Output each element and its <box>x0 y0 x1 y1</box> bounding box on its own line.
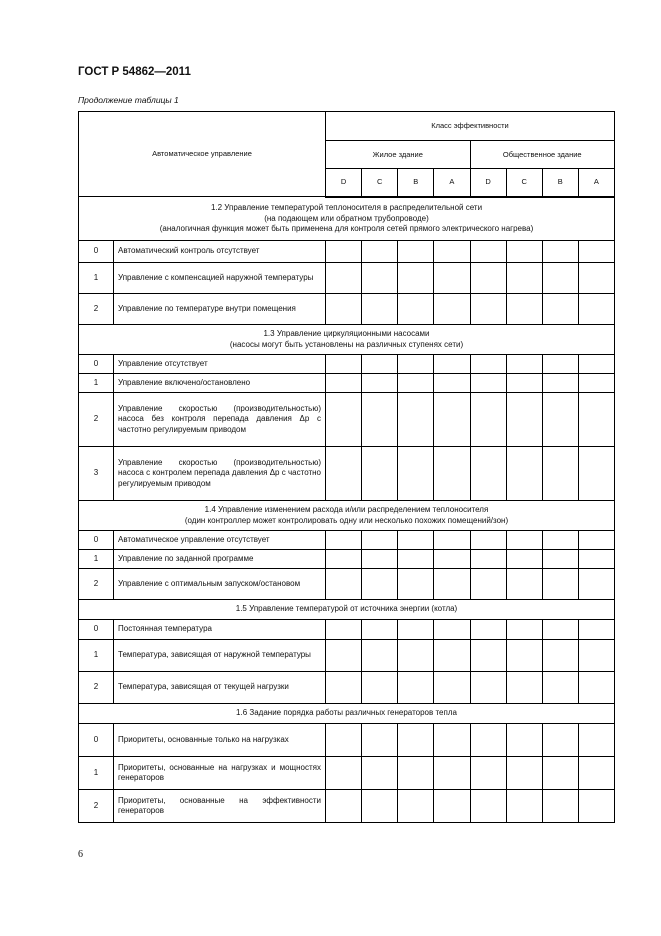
section-title: 1.5 Управление температурой от источника энергии (котла) <box>235 604 458 614</box>
row-number: 1 <box>79 640 114 672</box>
class-cell <box>398 790 434 823</box>
table-row <box>79 374 615 393</box>
class-cell <box>434 620 470 640</box>
class-cell <box>578 374 614 393</box>
section-title: 1.3 Управление циркуляционными насосами <box>263 329 430 339</box>
class-label: C <box>506 169 542 197</box>
class-cell <box>470 724 506 757</box>
section-title: 1.6 Задание порядка работы различных генераторов тепла <box>236 708 457 718</box>
class-cell <box>470 531 506 550</box>
row-description: Температура, зависящая от наружной температуры <box>114 640 326 672</box>
class-cell <box>470 393 506 447</box>
class-cell <box>434 355 470 374</box>
class-cell <box>326 620 362 640</box>
class-cell <box>470 294 506 325</box>
class-cell <box>362 294 398 325</box>
class-cell <box>362 531 398 550</box>
row-number: 1 <box>79 263 114 294</box>
class-cell <box>542 374 578 393</box>
class-cell <box>398 294 434 325</box>
class-cell <box>578 355 614 374</box>
class-cell <box>470 241 506 263</box>
class-cell <box>434 724 470 757</box>
section-header-row <box>79 600 615 620</box>
class-cell <box>362 757 398 790</box>
section-title <box>79 501 615 531</box>
automatic-control-header: Автоматическое управление <box>79 112 326 197</box>
row-description: Автоматическое управление отсутствует <box>114 531 326 550</box>
class-cell <box>506 447 542 501</box>
class-cell <box>506 374 542 393</box>
class-cell <box>578 447 614 501</box>
section-subtitle: (насосы могут быть установлены на различных ступенях сети) <box>229 339 464 349</box>
class-label: C <box>362 169 398 197</box>
efficiency-class-header: Класс эффективности <box>326 112 615 141</box>
class-cell <box>434 672 470 704</box>
row-number: 0 <box>79 531 114 550</box>
table-row <box>79 263 615 294</box>
table-row <box>79 569 615 600</box>
class-cell <box>470 757 506 790</box>
document-standard-header: ГОСТ Р 54862—2011 <box>78 66 191 78</box>
class-cell <box>542 294 578 325</box>
class-cell <box>434 241 470 263</box>
row-number: 0 <box>79 241 114 263</box>
class-cell <box>362 640 398 672</box>
class-cell <box>470 640 506 672</box>
class-cell <box>362 374 398 393</box>
row-description: Управление по заданной программе <box>114 550 326 569</box>
class-cell <box>326 531 362 550</box>
class-cell <box>326 672 362 704</box>
class-cell <box>578 393 614 447</box>
row-description: Приоритеты, основанные только на нагрузках <box>114 724 326 757</box>
class-cell <box>470 374 506 393</box>
class-cell <box>326 263 362 294</box>
class-cell <box>542 672 578 704</box>
class-cell <box>506 569 542 600</box>
class-cell <box>542 241 578 263</box>
class-cell <box>326 294 362 325</box>
class-cell <box>362 724 398 757</box>
row-number: 3 <box>79 447 114 501</box>
section-title <box>79 600 615 620</box>
row-number: 1 <box>79 757 114 790</box>
class-cell <box>470 790 506 823</box>
class-cell <box>470 447 506 501</box>
class-cell <box>578 724 614 757</box>
class-cell <box>362 569 398 600</box>
class-cell <box>362 355 398 374</box>
row-number: 2 <box>79 569 114 600</box>
section-subtitle: (один контроллер может контролировать одну или несколько похожих помещений/зон) <box>184 515 509 525</box>
class-cell <box>398 757 434 790</box>
class-cell <box>326 393 362 447</box>
class-cell <box>398 640 434 672</box>
table-row <box>79 355 615 374</box>
row-number: 1 <box>79 550 114 569</box>
section-header-row <box>79 197 615 241</box>
class-cell <box>398 569 434 600</box>
class-label: A <box>578 169 614 197</box>
class-cell <box>578 241 614 263</box>
class-cell <box>542 393 578 447</box>
class-cell <box>398 672 434 704</box>
class-cell <box>470 672 506 704</box>
section-header-row <box>79 501 615 531</box>
class-cell <box>326 241 362 263</box>
efficiency-class-table <box>78 111 615 823</box>
row-description: Управление с компенсацией наружной температуры <box>114 263 326 294</box>
table-row <box>79 447 615 501</box>
table-row <box>79 620 615 640</box>
class-cell <box>542 640 578 672</box>
class-cell <box>398 447 434 501</box>
class-cell <box>434 640 470 672</box>
table-row <box>79 790 615 823</box>
row-description: Управление по температуре внутри помещения <box>114 294 326 325</box>
class-cell <box>578 672 614 704</box>
class-cell <box>362 550 398 569</box>
public-building-header: Общественное здание <box>470 141 615 169</box>
section-title: 1.4 Управление изменением расхода и/или распределением теплоносителя <box>204 505 489 515</box>
class-cell <box>326 447 362 501</box>
row-description: Приоритеты, основанные на нагрузках и мощностях генераторов <box>114 757 326 790</box>
row-description: Автоматический контроль отсутствует <box>114 241 326 263</box>
row-description: Управление включено/остановлено <box>114 374 326 393</box>
class-cell <box>434 790 470 823</box>
class-cell <box>578 757 614 790</box>
table-row <box>79 724 615 757</box>
class-cell <box>506 355 542 374</box>
class-cell <box>578 640 614 672</box>
class-cell <box>578 531 614 550</box>
section-title <box>79 197 615 241</box>
table-continuation-caption: Продолжение таблицы 1 <box>78 95 179 105</box>
table-row <box>79 640 615 672</box>
class-cell <box>398 263 434 294</box>
class-cell <box>470 263 506 294</box>
row-description: Управление с оптимальным запуском/остановом <box>114 569 326 600</box>
class-cell <box>506 241 542 263</box>
class-cell <box>362 672 398 704</box>
class-cell <box>506 640 542 672</box>
table-row <box>79 294 615 325</box>
class-cell <box>362 393 398 447</box>
class-cell <box>362 790 398 823</box>
row-description: Управление скоростью (производительностью) насоса без контроля перепада давления Δp с частотно регулируемым приводом <box>114 393 326 447</box>
class-cell <box>542 620 578 640</box>
table-row <box>79 531 615 550</box>
section-title: 1.2 Управление температурой теплоносителя в распределительной сети <box>210 203 483 213</box>
class-cell <box>506 757 542 790</box>
class-cell <box>434 569 470 600</box>
class-cell <box>470 569 506 600</box>
class-cell <box>506 672 542 704</box>
class-cell <box>398 531 434 550</box>
class-cell <box>578 620 614 640</box>
class-label: A <box>434 169 470 197</box>
row-number: 2 <box>79 672 114 704</box>
class-cell <box>434 294 470 325</box>
class-cell <box>542 263 578 294</box>
table-row <box>79 550 615 569</box>
class-cell <box>398 724 434 757</box>
class-cell <box>542 447 578 501</box>
class-cell <box>542 531 578 550</box>
row-number: 2 <box>79 393 114 447</box>
class-label: B <box>398 169 434 197</box>
class-cell <box>326 790 362 823</box>
class-cell <box>506 531 542 550</box>
class-cell <box>398 355 434 374</box>
class-cell <box>506 294 542 325</box>
class-cell <box>542 790 578 823</box>
section-subtitle: (на подающем или обратном трубопроводе) <box>264 213 429 223</box>
class-cell <box>362 620 398 640</box>
class-cell <box>434 374 470 393</box>
class-cell <box>362 447 398 501</box>
class-cell <box>398 620 434 640</box>
row-number: 2 <box>79 294 114 325</box>
class-cell <box>398 374 434 393</box>
class-cell <box>578 550 614 569</box>
class-cell <box>542 724 578 757</box>
class-cell <box>362 263 398 294</box>
section-header-row <box>79 704 615 724</box>
class-cell <box>326 757 362 790</box>
table-row <box>79 672 615 704</box>
class-cell <box>470 620 506 640</box>
class-cell <box>326 640 362 672</box>
class-cell <box>398 241 434 263</box>
class-cell <box>398 393 434 447</box>
row-description: Температура, зависящая от текущей нагрузки <box>114 672 326 704</box>
class-cell <box>506 393 542 447</box>
class-cell <box>326 550 362 569</box>
class-cell <box>506 550 542 569</box>
row-number: 0 <box>79 620 114 640</box>
class-cell <box>578 263 614 294</box>
row-description: Приоритеты, основанные на эффективности генераторов <box>114 790 326 823</box>
class-cell <box>434 550 470 569</box>
table-row <box>79 757 615 790</box>
class-cell <box>326 569 362 600</box>
row-description: Постоянная температура <box>114 620 326 640</box>
class-cell <box>506 790 542 823</box>
row-description: Управление скоростью (производительностью) насоса с контролем перепада давления Δp с частотно регулируемым приводом <box>114 447 326 501</box>
page-number: 6 <box>78 849 83 860</box>
class-cell <box>578 790 614 823</box>
row-number: 0 <box>79 355 114 374</box>
class-cell <box>470 355 506 374</box>
row-number: 2 <box>79 790 114 823</box>
row-number: 0 <box>79 724 114 757</box>
class-cell <box>542 550 578 569</box>
class-cell <box>434 447 470 501</box>
class-label: D <box>470 169 506 197</box>
class-cell <box>578 294 614 325</box>
section-title <box>79 704 615 724</box>
class-label: B <box>542 169 578 197</box>
class-cell <box>398 550 434 569</box>
class-cell <box>362 241 398 263</box>
table-row <box>79 393 615 447</box>
class-cell <box>326 374 362 393</box>
class-cell <box>326 355 362 374</box>
class-cell <box>506 620 542 640</box>
class-cell <box>578 569 614 600</box>
class-cell <box>542 757 578 790</box>
header-row-class <box>79 112 615 141</box>
class-cell <box>506 724 542 757</box>
class-label: D <box>326 169 362 197</box>
section-header-row <box>79 325 615 355</box>
class-cell <box>434 263 470 294</box>
row-description: Управление отсутствует <box>114 355 326 374</box>
section-subtitle2: (аналогичная функция может быть применена для контроля сетей прямого электрического нагрева) <box>159 223 534 233</box>
class-cell <box>542 355 578 374</box>
class-cell <box>470 550 506 569</box>
section-title <box>79 325 615 355</box>
table-row <box>79 241 615 263</box>
class-cell <box>506 263 542 294</box>
row-number: 1 <box>79 374 114 393</box>
class-cell <box>434 757 470 790</box>
residential-building-header: Жилое здание <box>326 141 471 169</box>
class-cell <box>542 569 578 600</box>
class-cell <box>434 393 470 447</box>
class-cell <box>434 531 470 550</box>
class-cell <box>326 724 362 757</box>
